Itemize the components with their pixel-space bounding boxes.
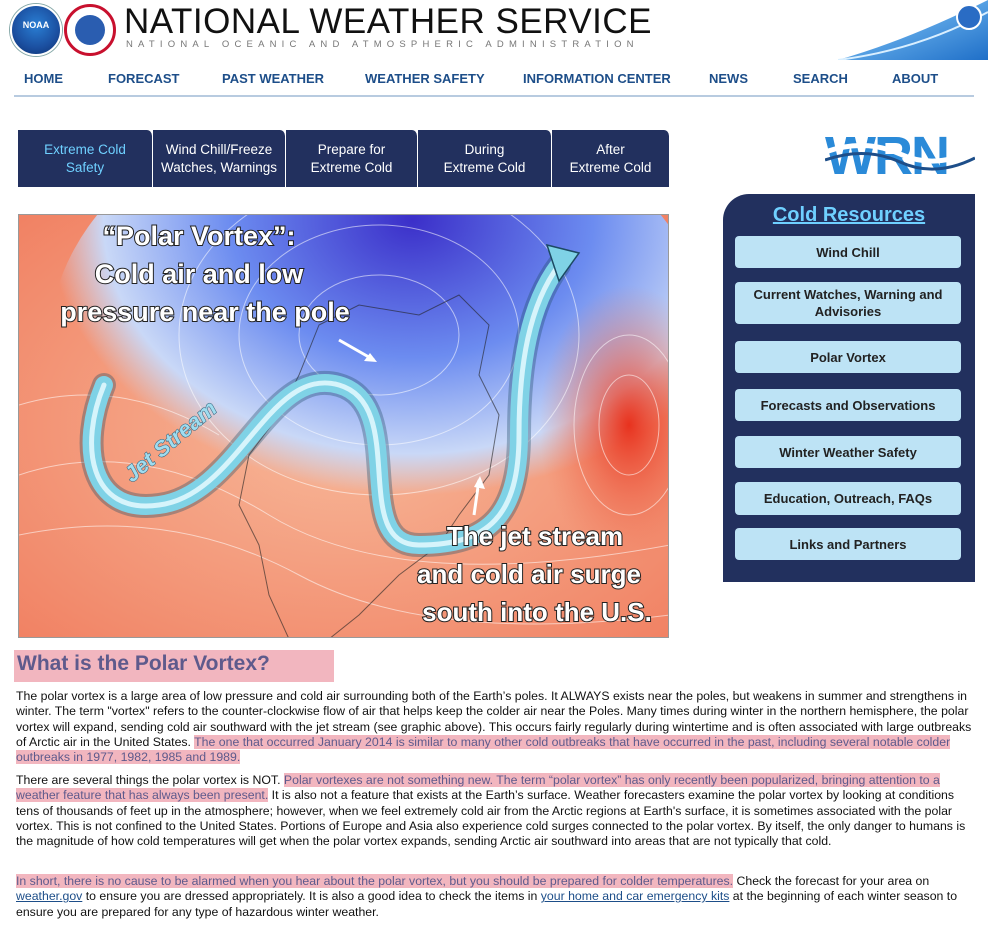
tab-label: Wind Chill/Freeze Watches, Warnings (160, 141, 278, 175)
cold-safety-tabs (18, 130, 670, 187)
resource-wind-chill[interactable]: Wind Chill (735, 236, 961, 268)
polar-vortex-graphic (18, 214, 669, 638)
nws-logo-emblem (75, 15, 105, 45)
main-nav (14, 64, 974, 97)
paragraph-2-highlight: Polar vortexes are not something new. The term “polar vortex” has only recently been popularized, bringing attention to a weather feature that has always been present. (16, 773, 940, 803)
cold-resources-panel (723, 194, 975, 582)
tab-prepare-extreme-cold[interactable] (286, 130, 418, 187)
image-bottom-line1: The jet stream (446, 521, 624, 551)
site-title[interactable]: NATIONAL WEATHER SERVICE (124, 2, 653, 41)
resource-watches-warnings[interactable]: Current Watches, Warning and Advisories (735, 282, 961, 324)
paragraph-3-text-b: to ensure you are dressed appropriately. It is also a good idea to check the items in (82, 889, 541, 904)
site-header (0, 0, 988, 60)
nws-logo[interactable] (64, 4, 116, 56)
tab-label: After Extreme Cold (569, 141, 652, 175)
nav-about[interactable]: ABOUT (892, 71, 939, 86)
nav-news[interactable]: NEWS (709, 71, 748, 86)
image-title-line1: “Polar Vortex”: (102, 221, 296, 251)
tab-during-extreme-cold[interactable] (418, 130, 552, 187)
paragraph-3-text-c: at the beginning of each winter season to ensure you are prepared for any type of hazardous winter weather. (16, 889, 958, 919)
article-heading: What is the Polar Vortex? (14, 650, 334, 682)
nav-weather-safety[interactable]: WEATHER SAFETY (365, 71, 485, 86)
emergency-kits-link[interactable]: your home and car emergency kits (540, 889, 730, 904)
resource-polar-vortex[interactable]: Polar Vortex (735, 341, 961, 373)
paragraph-2-text-a: There are several things the polar vortex is NOT. (16, 773, 284, 787)
jet-stream-label: Jet Stream (119, 395, 222, 487)
paragraph-3 (16, 874, 974, 920)
image-bottom-line3: south into the U.S. (422, 597, 652, 627)
paragraph-1 (16, 689, 974, 765)
noaa-logo[interactable] (10, 4, 62, 56)
wrn-logo-text: WRN (825, 128, 948, 180)
nav-search[interactable]: SEARCH (793, 71, 848, 86)
cold-resources-title[interactable]: Cold Resources (772, 204, 926, 226)
nav-past-weather[interactable]: PAST WEATHER (222, 71, 325, 86)
tab-label: Prepare for Extreme Cold (310, 141, 393, 175)
resource-forecasts-observations[interactable]: Forecasts and Observations (735, 389, 961, 421)
image-title-line3: pressure near the pole (60, 297, 350, 327)
wrn-logo[interactable] (825, 128, 975, 180)
paragraph-3-highlight: In short, there is no cause to be alarmed when you hear about the polar vortex, but you should be prepared for colder temperatures. (16, 874, 734, 888)
tab-label: During Extreme Cold (443, 141, 526, 175)
paragraph-2 (16, 773, 974, 849)
paragraph-3-text-a: Check the forecast for your area on (733, 874, 930, 888)
paragraph-2-text-b: It is also not a feature that exists at the Earth’s surface. Weather forecasters examine the polar vortex by looking at conditions tens of thousands of feet up in the atmosphere; however, when we feel extremely cold air from the Arctic regions at Earth's surface, it is sometimes associated with the polar vortex. This is not confined to the United States. Portions of Europe and Asia also experience cold surges connected to the polar vortex. By itself, the only danger to humans is the magnitude of how cold temperatures will get when the polar vortex expands, sending Arctic air southward into areas that are not typically that cold. (16, 788, 966, 849)
nav-information-center[interactable]: INFORMATION CENTER (523, 71, 671, 86)
tab-after-extreme-cold[interactable] (552, 130, 670, 187)
image-bottom-line2: and cold air surge (417, 559, 641, 589)
dept-of-commerce-seal-icon (956, 4, 982, 30)
tab-wind-chill-freeze[interactable] (153, 130, 286, 187)
tab-extreme-cold-safety[interactable] (18, 130, 153, 187)
resource-winter-weather-safety[interactable]: Winter Weather Safety (735, 436, 961, 468)
image-title-line2: Cold air and low (94, 259, 304, 289)
paragraph-1-highlight: The one that occurred January 2014 is similar to many other cold outbreaks that have occurred in the past, including several notable colder outbreaks in 1977, 1982, 1985 and 1989. (16, 734, 951, 765)
nav-forecast[interactable]: FORECAST (108, 71, 180, 86)
resource-education-outreach[interactable]: Education, Outreach, FAQs (735, 482, 961, 515)
tab-label: Extreme Cold Safety (44, 141, 126, 175)
paragraph-1-text: The polar vortex is a large area of low pressure and cold air surrounding both of the Earth’s poles. It ALWAYS exists near the poles, but weakens in summer and strengthens in winter. The term "vortex" refers to the counter-clockwise flow of air that helps keep the colder air near the Poles. Many times during winter in the northern hemisphere, the polar vortex will expand, sending cold air southward with the jet stream (see graphic above). This occurs fairly regularly during wintertime and is often associated with large outbreaks of Arctic air in the United States. (16, 689, 972, 749)
site-subtitle: NATIONAL OCEANIC AND ATMOSPHERIC ADMINISTRATION (126, 39, 639, 50)
noaa-logo-text: NOAA (22, 20, 50, 30)
nav-home[interactable]: HOME (24, 71, 63, 86)
resource-links-partners[interactable]: Links and Partners (735, 528, 961, 560)
weather-gov-link[interactable]: weather.gov (16, 889, 83, 904)
